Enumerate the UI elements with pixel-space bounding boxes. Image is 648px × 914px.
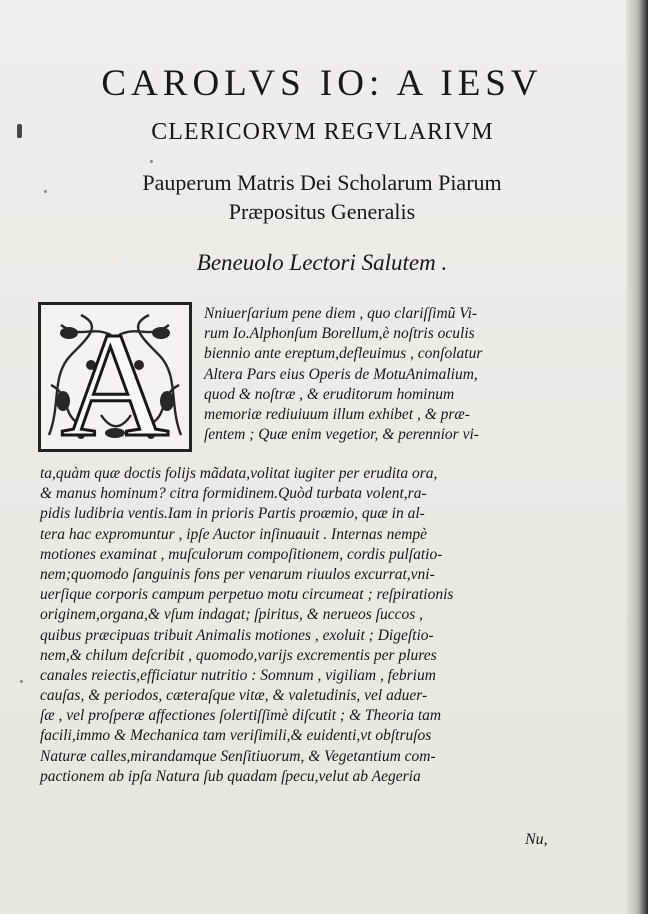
text-line: canales reiectis,efficiatur nutritio : Somnum , vigiliam , febrium xyxy=(40,666,436,684)
initial-letter: A xyxy=(60,305,170,449)
text-beside-initial xyxy=(204,304,592,445)
text-line: tera hac expromuntur , ipſe Auctor inſinuauit . Internas nempè xyxy=(40,525,428,543)
text-line: nem;quomodo ſanguinis fons per venarum riuulos excurrat,vni- xyxy=(40,565,435,583)
book-spine-shadow xyxy=(626,0,648,914)
foxing-spot xyxy=(20,680,23,683)
page-title-line4: Præpositus Generalis xyxy=(228,199,416,224)
text-line: cauſas, & periodos, cæteraſque vitæ, & valetudinis, vel aduer- xyxy=(40,687,428,705)
page-title-line3: Pauperum Matris Dei Scholarum Piarum xyxy=(142,170,502,195)
text-line: originem,organa,& vſum indagat; ſpiritus, & nerueos ſuccos , xyxy=(40,606,424,624)
text-line: ſæ , vel proſperæ affectiones ſolertiſſimè diſcutit ; & Theoria tam xyxy=(40,707,442,725)
text-line: memoriæ rediuiuum illum exhibet , & præ- xyxy=(204,405,470,423)
text-line: facili,immo & Mechanica tam veriſimili,& euidenti,vt obſtruſos xyxy=(40,727,432,745)
text-line: biennio ante ereptum,defleuimus , conſolatur xyxy=(204,345,483,363)
text-line: quod & noſtræ , & eruditorum hominum xyxy=(204,385,455,403)
text-line: Naturæ calles,mirandamque Senſitiuorum, & Vegetantium com- xyxy=(40,747,436,765)
catchword: Nu, xyxy=(525,831,548,848)
foxing-spot xyxy=(44,190,47,193)
text-full-width xyxy=(40,464,592,787)
text-line: quibus præcipuas tribuit Animalis motiones , exoluit ; Digeſtio- xyxy=(40,626,434,644)
page-title-line1: CAROLVS IO: A IESV xyxy=(101,63,543,104)
text-line: Nniuerſarium pene diem , quo clariſſimũ Vi- xyxy=(204,305,478,322)
text-line: pidis ludibria ventis.Iam in prioris Partis proæmio, quæ in al- xyxy=(40,505,425,523)
text-line: ſentem ; Quæ enim vegetior, & perennior vi- xyxy=(204,426,479,444)
text-line: nem,& chilum deſcribit , quomodo,varijs excrementis per plures xyxy=(40,646,437,664)
text-line: & manus hominum? citra formidinem.Quòd turbata volent,ra- xyxy=(40,485,427,503)
text-line: pactionem ab ipſa Natura ſub quadam ſpecu,velut ab Aegeria xyxy=(40,767,421,785)
text-line: uerſique corporis campum perpetuo motu circumeat ; reſpirationis xyxy=(40,586,454,604)
salutation: Beneuolo Lectori Salutem . xyxy=(196,250,448,275)
foxing-spot xyxy=(150,160,153,163)
text-line: ta,quàm quæ doctis folijs mãdata,volitat iugiter per erudita ora, xyxy=(40,465,438,482)
text-line: motiones examinat , muſculorum compoſitionem, cordis pulſatio- xyxy=(40,545,443,563)
text-line: rum Io.Alphonſum Borellum,è noſtris oculis xyxy=(204,325,475,343)
page-title-line2: CLERICORVM REGVLARIVM xyxy=(151,119,494,145)
text-line: Altera Pars eius Operis de MotuAnimalium, xyxy=(204,365,478,383)
floral-ornament-icon xyxy=(41,305,189,449)
ink-mark xyxy=(17,124,22,138)
decorated-initial xyxy=(38,302,192,452)
